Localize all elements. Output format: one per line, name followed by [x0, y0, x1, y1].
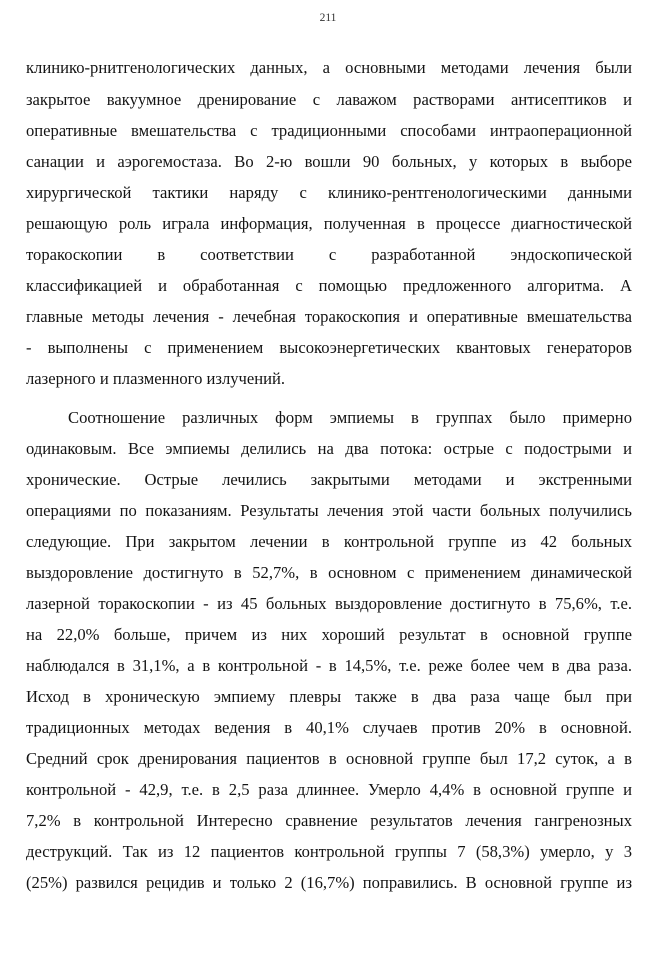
page-number: 211 [319, 12, 337, 24]
text-line: лазерной торакоскопии - из 45 больных выздоровление достигнуто в 75,6%, т.е. [26, 594, 632, 613]
text-line: следующие. При закрытом лечении в контрольной группе из 42 больных [26, 532, 632, 551]
text-line: хирургической тактики наряду с клинико-рентгенологическими данными [26, 183, 632, 202]
text-line: - выполнены с применением высокоэнергетических квантовых генераторов [26, 338, 632, 357]
text-line: клинико-рнитгенологических данных, а основными методами лечения были [26, 58, 632, 77]
text-line: классификацией и обработанная с помощью предложенного алгоритма. А [26, 276, 632, 295]
text-line: Средний срок дренирования пациентов в основной группе был 17,2 суток, а в [26, 749, 632, 768]
text-line: (25%) развился рецидив и только 2 (16,7%) поправились. В основной группе из [26, 873, 632, 892]
text-line: наблюдался в 31,1%, а в контрольной - в 14,5%, т.е. реже более чем в два раза. [26, 656, 632, 675]
text-line: хронические. Острые лечились закрытыми методами и экстренными [26, 470, 632, 489]
text-line: контрольной - 42,9, т.е. в 2,5 раза длиннее. Умерло 4,4% в основной группе и [26, 780, 632, 799]
text-line: санации и аэрогемостаза. Во 2-ю вошли 90 больных, у которых в выборе [26, 152, 632, 171]
text-line: оперативные вмешательства с традиционными способами интраоперационной [26, 121, 632, 140]
text-line: решающую роль играла информация, полученная в процессе диагностической [26, 214, 632, 233]
text-line: торакоскопии в соответствии с разработанной эндоскопической [26, 245, 632, 264]
text-line: закрытое вакуумное дренирование с лаважом растворами антисептиков и [26, 90, 632, 109]
text-line: выздоровление достигнуто в 52,7%, в основном с применением динамической [26, 563, 632, 582]
text-line: лазерного и плазменного излучений. [26, 369, 286, 388]
text-line: операциями по показаниям. Результаты лечения этой части больных получились [26, 501, 632, 520]
text-line: на 22,0% больше, причем из них хороший результат в основной группе [26, 625, 632, 644]
text-line: деструкций. Так из 12 пациентов контрольной группы 7 (58,3%) умерло, у 3 [26, 842, 632, 861]
text-line: Соотношение различных форм эмпиемы в группах было примерно [68, 408, 632, 427]
text-line: Исход в хроническую эмпиему плевры также в два раза чаще был при [26, 687, 632, 706]
text-line: 7,2% в контрольной Интересно сравнение результатов лечения гангренозных [26, 811, 632, 830]
text-line: одинаковым. Все эмпиемы делились на два потока: острые с подострыми и [26, 439, 632, 458]
text-line: традиционных методах ведения в 40,1% случаев против 20% в основной. [26, 718, 632, 737]
text-line: главные методы лечения - лечебная торакоскопия и оперативные вмешательства [26, 307, 632, 326]
